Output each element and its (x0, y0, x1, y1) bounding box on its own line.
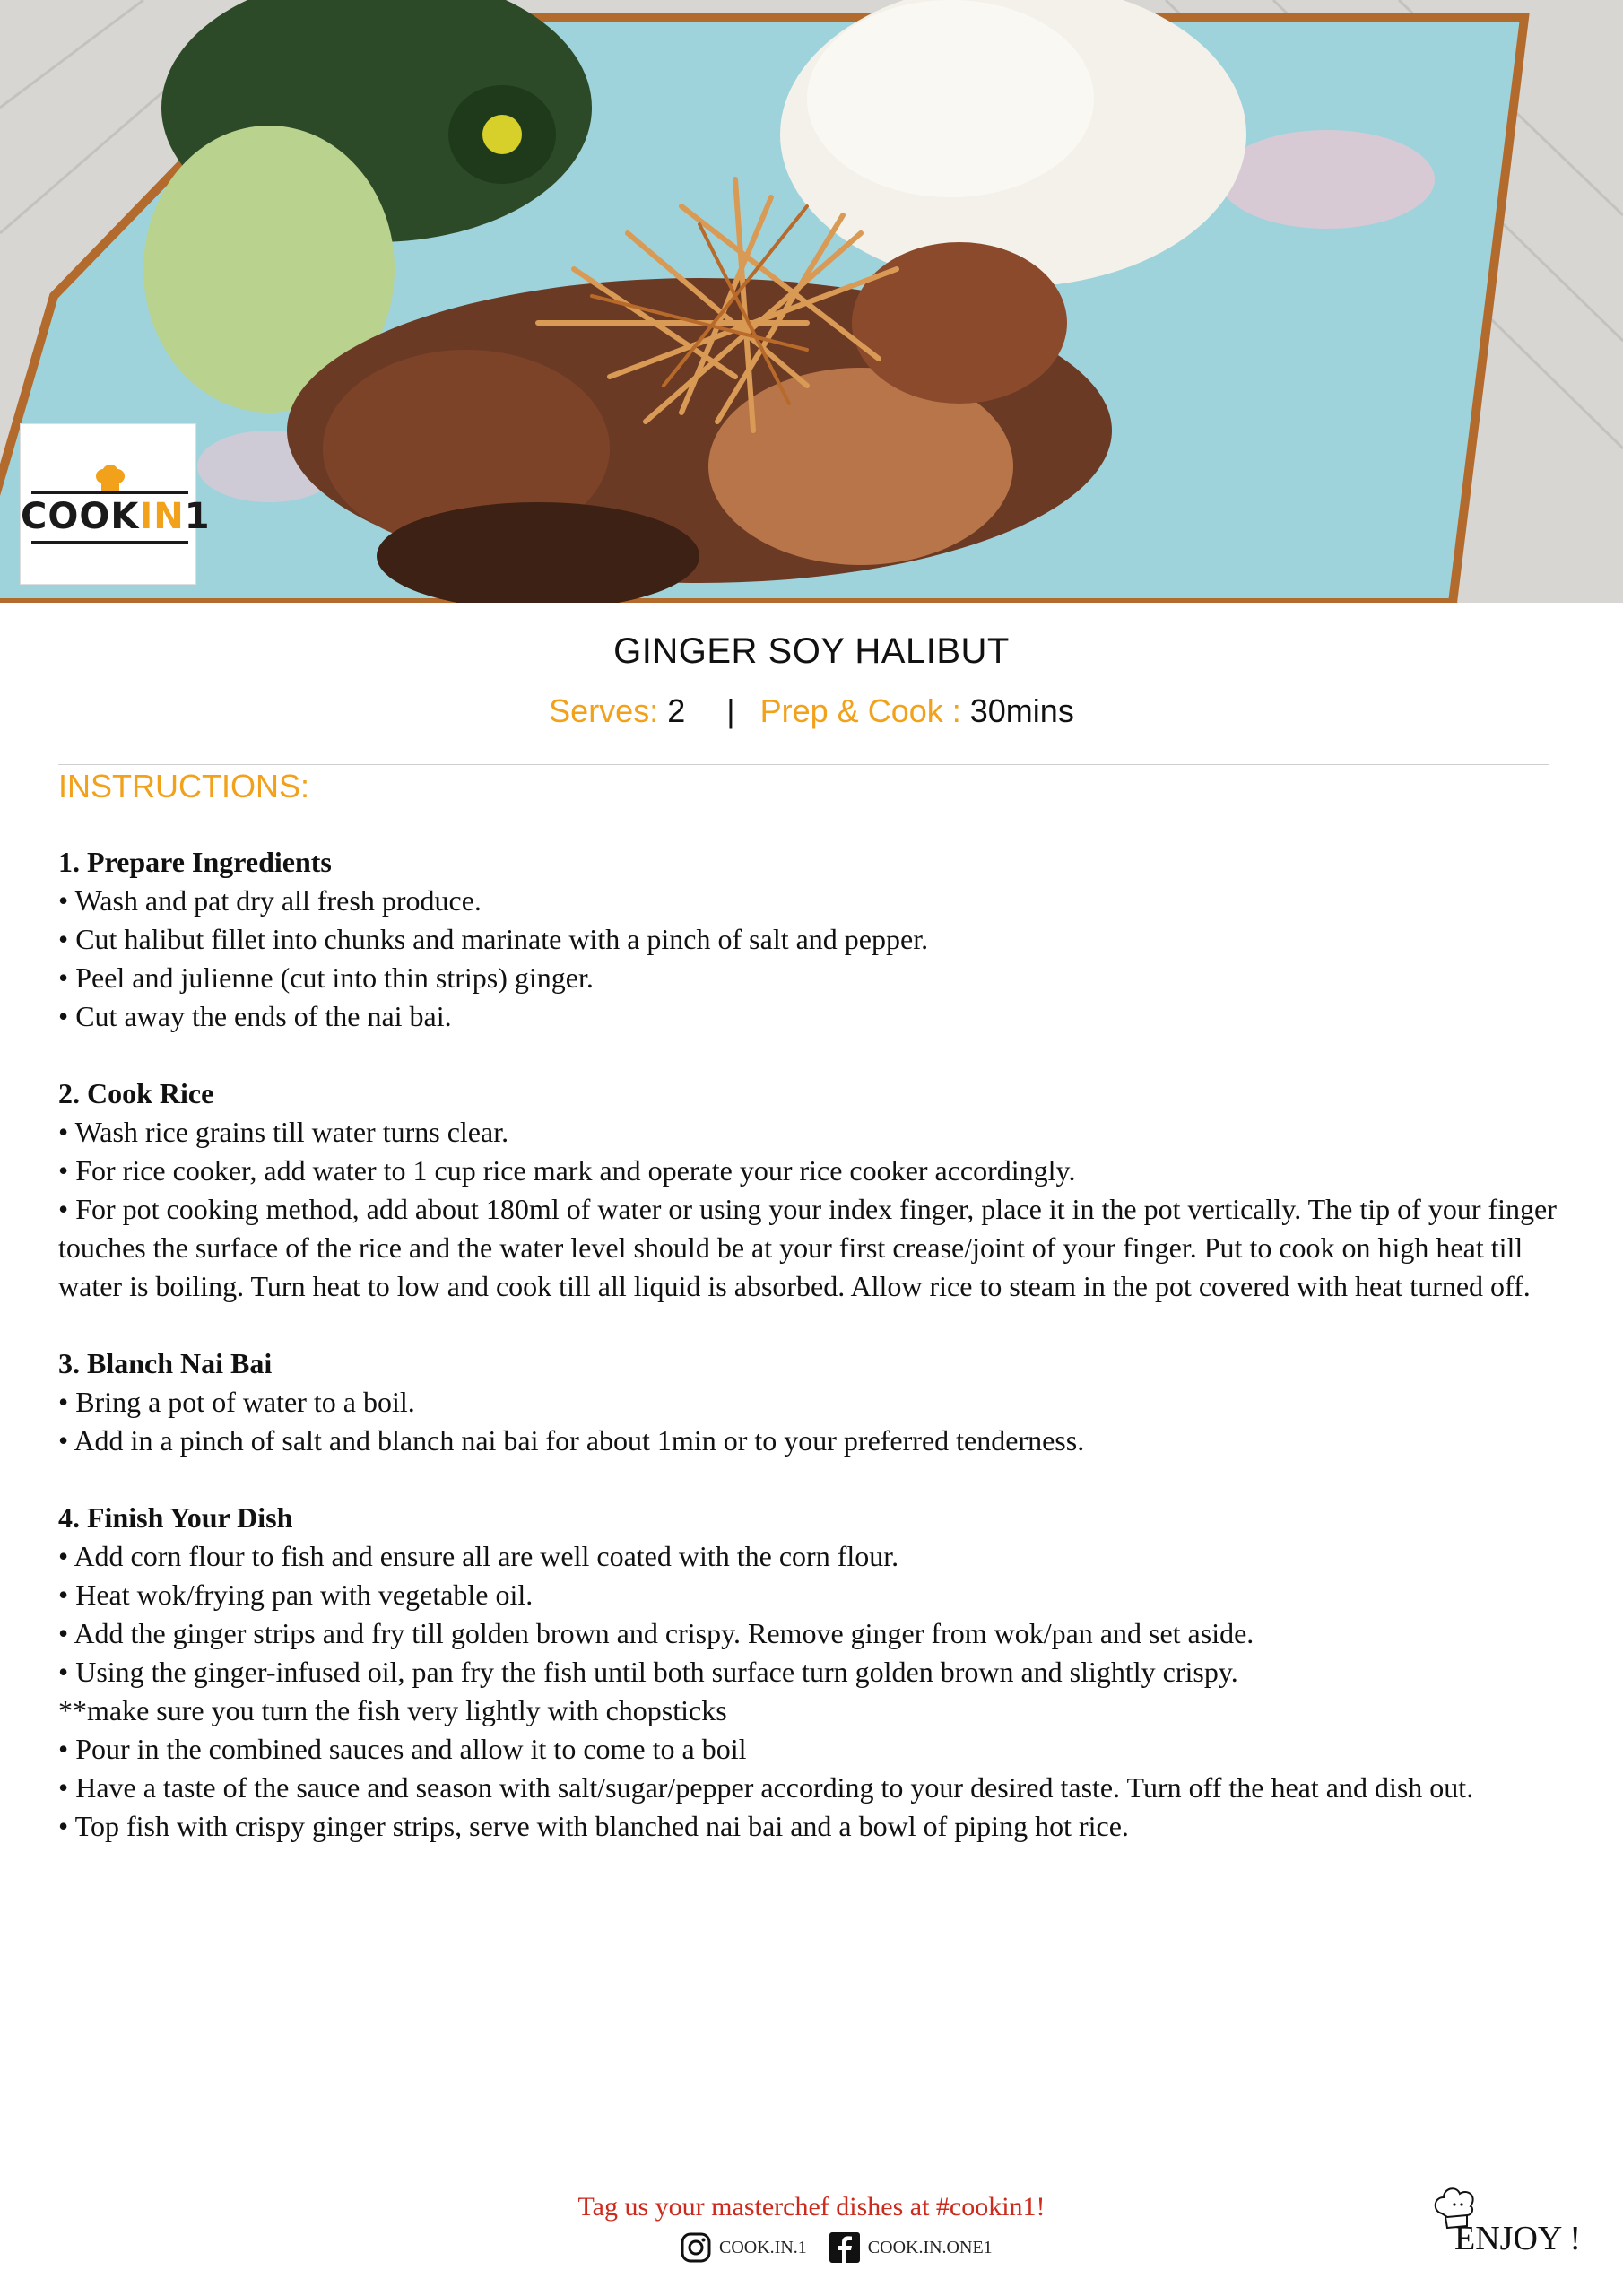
time-label: Prep & Cook : (759, 692, 961, 729)
footer-tagline: Tag us your masterchef dishes at #cookin1! (577, 2192, 1046, 2222)
step-title: 2. Cook Rice (58, 1077, 214, 1109)
step-line: • Add the ginger strips and fry till golden brown and crispy. Remove ginger from wok/pan and set aside. (58, 1617, 1254, 1649)
step-line: • Wash rice grains till water turns clear. (58, 1116, 509, 1148)
recipe-title: GINGER SOY HALIBUT (613, 631, 1010, 671)
step-prepare-ingredients (58, 843, 1565, 1036)
instagram-icon[interactable] (680, 2231, 712, 2264)
facebook-icon[interactable] (829, 2231, 861, 2264)
recipe-meta (0, 692, 1623, 730)
step-line: • Add in a pinch of salt and blanch nai bai for about 1min or to your preferred tenderness. (58, 1424, 1085, 1457)
step-title: 1. Prepare Ingredients (58, 846, 332, 878)
instructions-body (58, 843, 1565, 1884)
step-line: • For pot cooking method, add about 180ml of water or using your index finger, place it in the pot vertically. The tip of your finger touches the surface of the rice and the water level should be at your first crease/joint of your finger. Put to cook on high heat till water is boiling. Turn heat to low and cook till all liquid is absorbed. Allow rice to steam in the pot covered with heat turned off. (58, 1193, 1557, 1302)
step-title: 4. Finish Your Dish (58, 1501, 293, 1534)
step-line: • Heat wok/frying pan with vegetable oil. (58, 1578, 534, 1611)
step-line: • For rice cooker, add water to 1 cup rice mark and operate your rice cooker accordingly. (58, 1154, 1076, 1187)
serves-value: 2 (667, 692, 686, 729)
step-title: 3. Blanch Nai Bai (58, 1347, 273, 1379)
step-line: • Wash and pat dry all fresh produce. (58, 884, 482, 917)
instagram-handle[interactable]: COOK.IN.1 (719, 2237, 807, 2257)
step-line: • Using the ginger-infused oil, pan fry the fish until both surface turn golden brown and slightly crispy. (58, 1656, 1238, 1688)
step-blanch-nai-bai (58, 1344, 1565, 1460)
step-line: • Pour in the combined sauces and allow it to come to a boil (58, 1733, 747, 1765)
logo-wordmark: COOKIN1 (21, 496, 211, 537)
cookin1-logo (20, 423, 211, 585)
hero-photo (0, 0, 1623, 603)
social-links (680, 2230, 1014, 2266)
step-line: • Cut halibut fillet into chunks and marinate with a pinch of salt and pepper. (58, 923, 929, 955)
enjoy-signoff: ENJOY ! (1454, 2220, 1582, 2257)
step-cook-rice (58, 1074, 1565, 1306)
facebook-handle[interactable]: COOK.IN.ONE1 (867, 2237, 993, 2257)
serves-label: Serves: (549, 692, 659, 729)
logo-bar-top (31, 491, 188, 494)
logo-bar-bottom (31, 541, 188, 544)
step-finish-dish (58, 1499, 1565, 1846)
step-line: • Bring a pot of water to a boil. (58, 1386, 415, 1418)
time-value: 30mins (969, 692, 1074, 729)
step-line: • Top fish with crispy ginger strips, serve with blanched nai bai and a bowl of piping hot rice. (58, 1810, 1129, 1842)
header-divider (58, 764, 1549, 765)
step-note: **make sure you turn the fish very lightly with chopsticks (58, 1694, 727, 1726)
step-line: • Cut away the ends of the nai bai. (58, 1000, 452, 1032)
step-line: • Peel and julienne (cut into thin strips) ginger. (58, 961, 594, 994)
meta-separator: | (726, 692, 735, 729)
dish-illustration (0, 0, 1623, 603)
step-line: • Have a taste of the sauce and season with salt/sugar/pepper according to your desired taste. Turn off the heat and dish out. (58, 1771, 1474, 1804)
instructions-heading: INSTRUCTIONS: (58, 768, 310, 804)
step-line: • Add corn flour to fish and ensure all are well coated with the corn flour. (58, 1540, 899, 1572)
